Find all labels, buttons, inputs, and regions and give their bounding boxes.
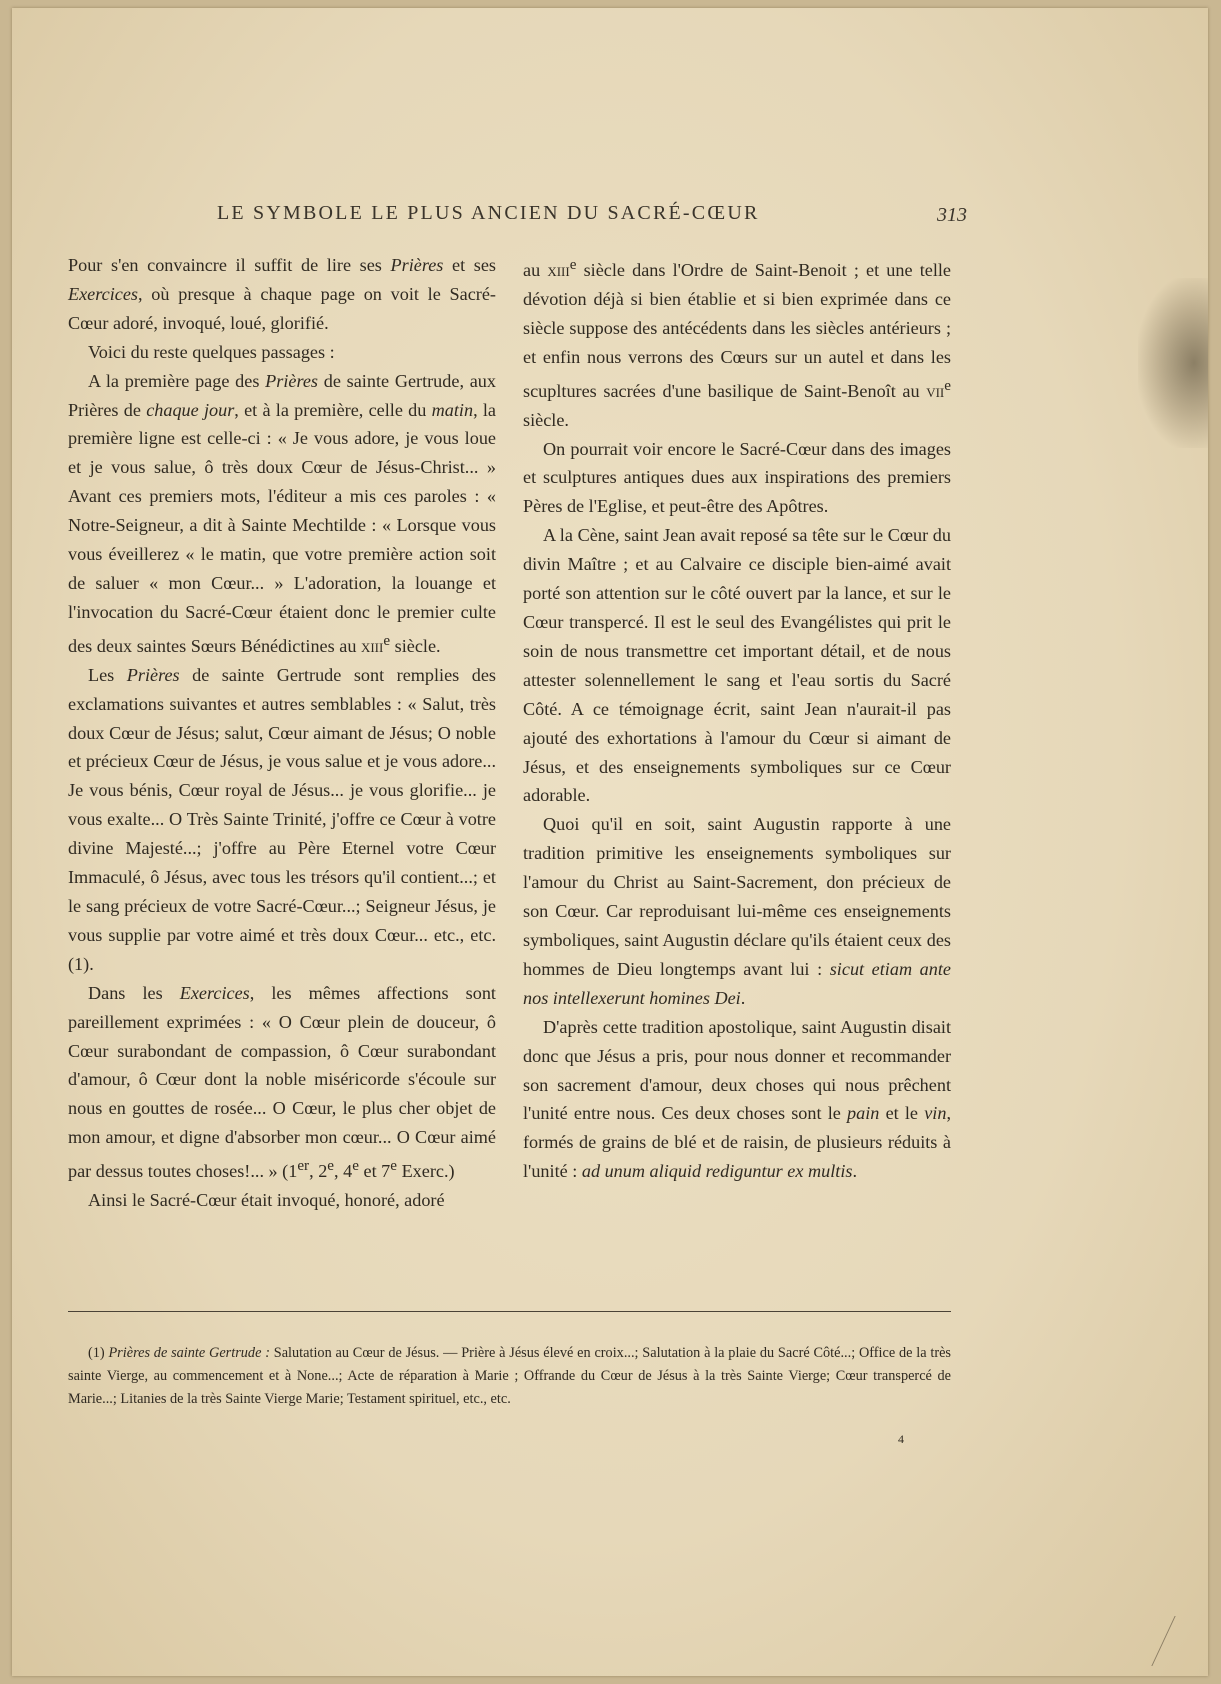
footnote: [68, 1342, 951, 1412]
footnote-text: (1) Prières de sainte Gertrude : Salutation au Cœur de Jésus. — Prière à Jésus élevé en croix...; Salutation à la plaie du Sacré Côté...; Office de la très sainte Vierge, au commencement et à None...; Acte de réparation à Marie ; Offrande du Cœur de Jésus à la très Sainte Vierge; Cœur transpercé de Marie...; Litanies de la très Sainte Vierge Marie; Testament spirituel, etc., etc.: [68, 1345, 951, 1408]
paragraph: D'après cette tradition apostolique, saint Augustin disait donc que Jésus a pris, pour nous donner et recommander son sacrement d'amour, deux choses qui nous prêchent l'unité entre nous. Ces deux choses sont le pain et le vin, formés de grains de blé et de raisin, de plusieurs réduits à l'unité : ad unum aliquid rediguntur ex multis.: [523, 1016, 951, 1182]
water-stain: [1138, 278, 1208, 448]
corner-crease: [1151, 1616, 1209, 1666]
right-column: [523, 251, 951, 1186]
running-title: LE SYMBOLE LE PLUS ANCIEN DU SACRÉ-CŒUR: [217, 202, 760, 224]
paragraph: Dans les Exercices, les mêmes affections sont pareillement exprimées : « O Cœur plein de douceur, ô Cœur surabondant de compassion, ô Cœur surabondant d'amour, ô Cœur dont la noble miséricorde s'écoule sur nous en gouttes de rosée... O Cœur, le plus cher objet de mon amour, et digne d'absorber mon cœur... O Cœur aimé par dessus toutes choses!... » (1er, 2e, 4e et 7e Exerc.): [68, 982, 496, 1182]
paragraph: A la première page des Prières de sainte Gertrude, aux Prières de chaque jour, et à la première, celle du matin, la première ligne est celle-ci : « Je vous adore, je vous loue et je vous salue, ô très doux Cœur de Jésus-Christ... » Avant ces premiers mots, l'éditeur a mis ces paroles : « Notre-Seigneur, a dit à Sainte Mechtilde : « Lorsque vous vous éveillerez « le matin, que votre première action soit de saluer « mon Cœur... » L'adoration, la louange et l'invocation du Sacré-Cœur étaient donc le premier culte des deux saintes Sœurs Bénédictines au xiii$^e$ siècle.: [68, 370, 496, 656]
footnote-rule: [68, 1311, 951, 1312]
paragraph: A la Cène, saint Jean avait reposé sa tête sur le Cœur du divin Maître ; et au Calvaire ce disciple bien-aimé avait porté son attention sur le côté ouvert par la lance, et sur le Cœur transpercé. Il est le seul des Evangélistes qui prit le soin de nous transmettre cet important détail, et de nous attester solennellement le sang et l'eau sortis du Sacré Côté. A ce témoignage écrit, saint Jean n'aurait-il pas ajouté des exhortations à l'amour du Cœur si aimant de Jésus, et des enseignements symboliques sur ce Cœur adorable.: [523, 525, 951, 806]
paragraph: On pourrait voir encore le Sacré-Cœur dans des images et sculptures antiques dues aux inspirations des premiers Pères de l'Eglise, et peut-être des Apôtres.: [523, 438, 951, 517]
paragraph: Les Prières de sainte Gertrude sont remplies des exclamations suivantes et autres semblables : « Salut, très doux Cœur de Jésus; salut, Cœur aimant de Jésus; O noble et précieux Cœur de Jésus, je vous salue et je vous adore... Je vous bénis, Cœur royal de Jésus... je vous glorifie... je vous exalte... O Très Sainte Trinité, j'offre ce Cœur à votre divine Majesté...; j'offre au Père Eternel votre Cœur Immaculé, ô Jésus, avec tous les trésors qu'il contient...; et le sang précieux de votre Sacré-Cœur...; Seigneur Jésus, je vous supplie par votre aimé et très doux Cœur... etc., etc. (1).: [68, 664, 496, 974]
left-column: [68, 251, 496, 1215]
paragraph: au xiii$^e$ siècle dans l'Ordre de Saint-Benoit ; et une telle dévotion déjà si bien établie et si bien exprimée dans ce siècle suppose des antécédents dans les siècles antérieurs ; et enfin nous verrons des Cœurs sur un autel et dans les scupltures sacrées d'une basilique de Saint-Benoît au vii$^e$ siècle.: [523, 256, 951, 430]
page-number: 313: [937, 204, 967, 226]
paragraph: Quoi qu'il en soit, saint Augustin rapporte à une tradition primitive les enseignements symboliques sur l'amour du Christ au Saint-Sacrement, don précieux de son Cœur. Car reproduisant lui-même ces enseignements symboliques, saint Augustin déclare qu'ils étaient ceux des hommes de Dieu longtemps avant lui : sicut etiam ante nos intellexerunt homines Dei.: [523, 814, 951, 1008]
running-header: [217, 202, 967, 232]
paragraph: Pour s'en convaincre il suffit de lire ses Prières et ses Exercices, où presque à chaque page on voit le Sacré-Cœur adoré, invoqué, loué, glorifié.: [68, 255, 497, 333]
page-sheet: [12, 8, 1208, 1676]
paragraph: Ainsi le Sacré-Cœur était invoqué, honoré, adoré: [88, 1190, 445, 1211]
paragraph: Voici du reste quelques passages :: [88, 341, 335, 362]
signature-mark: 4: [898, 1432, 904, 1446]
